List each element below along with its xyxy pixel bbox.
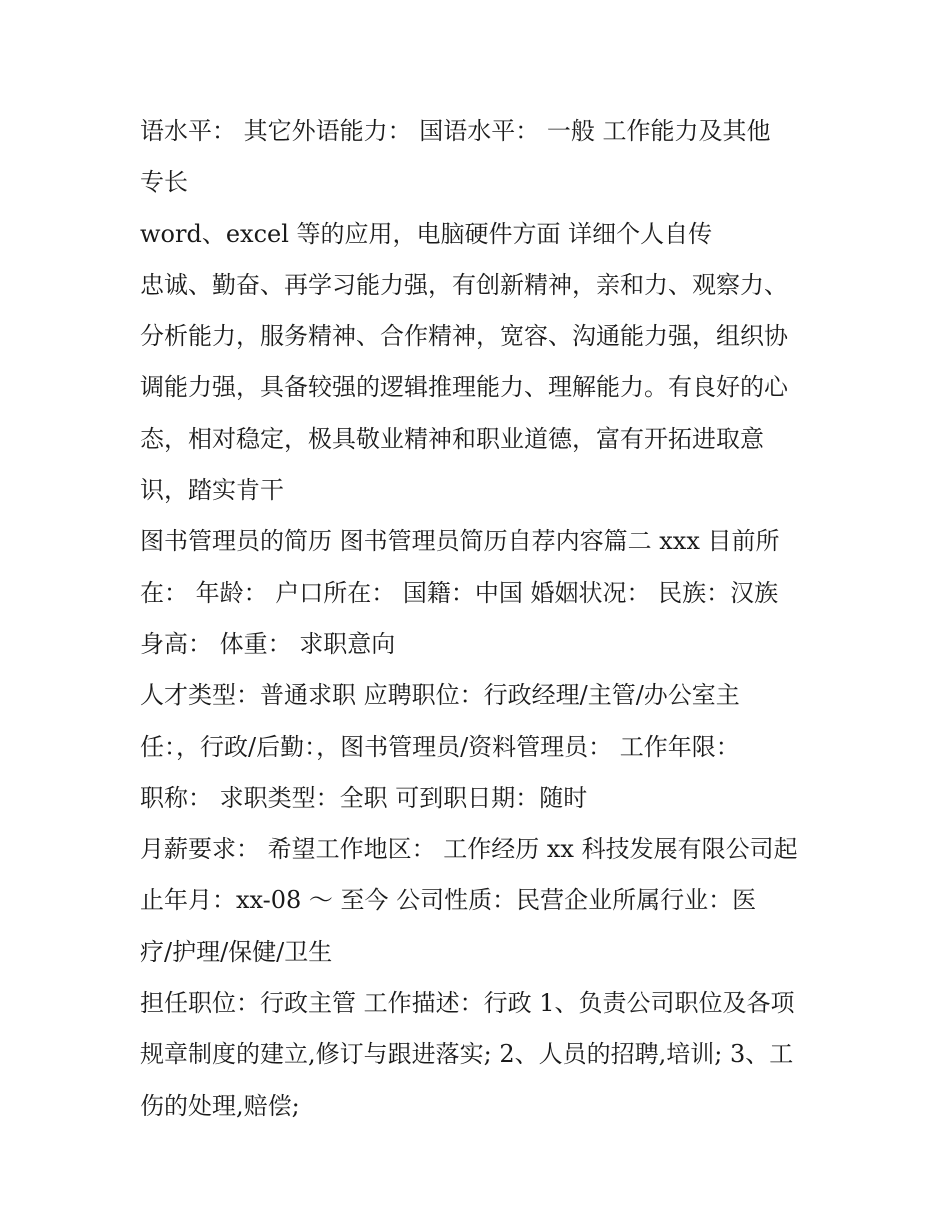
- document-body: [140, 106, 830, 1132]
- text-line: 止年月：xx-08 ～ 至今 公司性质：民营企业所属行业：医: [140, 886, 757, 915]
- text-line: 身高： 体重： 求职意向: [140, 629, 396, 658]
- text-line: 语水平： 其它外语能力： 国语水平： 一般 工作能力及其他: [140, 117, 771, 145]
- text-line: 人才类型：普通求职 应聘职位：行政经理/主管/办公室主: [140, 681, 740, 710]
- text-line: 忠诚、勤奋、再学习能力强，有创新精神，亲和力、观察力、: [140, 270, 788, 299]
- text-line: 专长: [140, 168, 188, 197]
- text-line: 月薪要求： 希望工作地区： 工作经历 xx 科技发展有限公司起: [140, 835, 798, 864]
- text-line: 调能力强，具备较强的逻辑推理能力、理解能力。有良好的心: [140, 373, 788, 402]
- text-line: word、excel 等的应用，电脑硬件方面 详细个人自传: [140, 219, 713, 248]
- text-line: 识，踏实肯干: [140, 476, 284, 505]
- text-line: 在： 年龄： 户口所在： 国籍：中国 婚姻状况： 民族：汉族: [140, 578, 779, 607]
- text-line: 态，相对稳定，极具敬业精神和职业道德，富有开拓进取意: [140, 424, 764, 453]
- text-line: 疗/护理/保健/卫生: [140, 937, 333, 966]
- text-line: 分析能力，服务精神、合作精神，宽容、沟通能力强，组织协: [140, 322, 788, 351]
- text-line: 规章制度的建立,修订与跟进落实; 2、人员的招聘,培训; 3、工: [140, 1040, 794, 1069]
- text-line: 图书管理员的简历 图书管理员简历自荐内容篇二 xxx 目前所: [140, 527, 780, 556]
- text-line: 担任职位：行政主管 工作描述：行政 1、负责公司职位及各项: [140, 989, 795, 1018]
- text-line: 伤的处理,赔偿;: [140, 1091, 300, 1120]
- text-line: 任：，行政/后勤：，图书管理员/资料管理员： 工作年限：: [140, 732, 740, 761]
- text-line: 职称： 求职类型：全职 可到职日期：随时: [140, 783, 588, 812]
